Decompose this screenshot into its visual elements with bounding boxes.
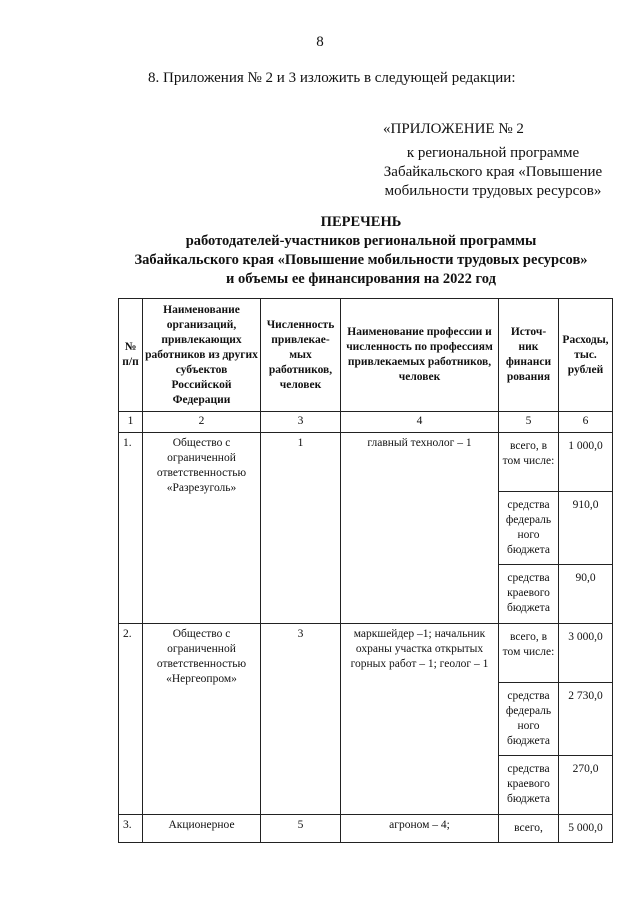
amount-total: 3 000,0 xyxy=(559,624,613,683)
column-number: 5 xyxy=(499,412,559,433)
column-number: 4 xyxy=(341,412,499,433)
appendix-line: мобильности трудовых ресурсов» xyxy=(384,183,602,199)
document-heading xyxy=(118,213,604,289)
appendix-block xyxy=(373,121,613,201)
organization-name: Акционерное xyxy=(143,815,261,843)
funding-source-regional: средства краевого бюджета xyxy=(499,756,559,815)
funding-source-regional: средства краевого бюджета xyxy=(499,565,559,624)
column-number: 3 xyxy=(261,412,341,433)
column-header: Наименование организаций, привлекающих работников из других субъектов Российской Федерации xyxy=(143,299,261,412)
amount-federal: 910,0 xyxy=(559,492,613,565)
amount-total: 1 000,0 xyxy=(559,433,613,492)
column-header: Расходы, тыс. рублей xyxy=(559,299,613,412)
table-row xyxy=(119,624,613,683)
worker-count: 3 xyxy=(261,624,341,815)
worker-count: 5 xyxy=(261,815,341,843)
row-number: 3. xyxy=(119,815,143,843)
funding-source-total: всего, в том числе: xyxy=(499,624,559,683)
heading-line: Забайкальского края «Повышение мобильности трудовых ресурсов» xyxy=(134,252,588,268)
funding-source-federal: средства федераль ного бюджета xyxy=(499,492,559,565)
profession-list: агроном – 4; xyxy=(341,815,499,843)
heading-title: ПЕРЕЧЕНЬ xyxy=(320,214,402,230)
profession-list: маркшейдер –1; начальник охраны участка открытых горных работ – 1; геолог – 1 xyxy=(341,624,499,815)
employers-table xyxy=(118,298,613,843)
funding-source-federal: средства федераль ного бюджета xyxy=(499,683,559,756)
appendix-title: «ПРИЛОЖЕНИЕ № 2 xyxy=(383,121,524,137)
page-number: 8 xyxy=(316,34,324,50)
row-number: 1. xyxy=(119,433,143,624)
appendix-line: к региональной программе xyxy=(406,145,580,161)
appendix-line: Забайкальского края «Повышение xyxy=(383,164,603,180)
profession-list: главный технолог – 1 xyxy=(341,433,499,624)
amount-regional: 90,0 xyxy=(559,565,613,624)
heading-line: и объемы ее финансирования на 2022 год xyxy=(226,271,496,287)
row-number: 2. xyxy=(119,624,143,815)
worker-count: 1 xyxy=(261,433,341,624)
column-number: 1 xyxy=(119,412,143,433)
column-header: Численность привлекае-мых работников, человек xyxy=(261,299,341,412)
heading-line: работодателей-участников региональной программы xyxy=(185,233,537,249)
amount-total: 5 000,0 xyxy=(559,815,613,843)
funding-source-total: всего, xyxy=(499,815,559,843)
column-number-row xyxy=(119,412,613,433)
table-row xyxy=(119,433,613,492)
funding-source-total: всего, в том числе: xyxy=(499,433,559,492)
amount-regional: 270,0 xyxy=(559,756,613,815)
table-row xyxy=(119,815,613,843)
column-header: № п/п xyxy=(119,299,143,412)
table-header-row xyxy=(119,299,613,412)
amount-federal: 2 730,0 xyxy=(559,683,613,756)
intro-text: 8. Приложения № 2 и 3 изложить в следующей редакции: xyxy=(148,70,516,86)
column-header: Наименование профессии и численность по профессиям привлекаемых работников, человек xyxy=(341,299,499,412)
column-number: 2 xyxy=(143,412,261,433)
organization-name: Общество с ограниченной ответственностью «Разрезуголь» xyxy=(143,433,261,624)
organization-name: Общество с ограниченной ответственностью «Нергеопром» xyxy=(143,624,261,815)
column-number: 6 xyxy=(559,412,613,433)
column-header: Источ-ник финанси рования xyxy=(499,299,559,412)
